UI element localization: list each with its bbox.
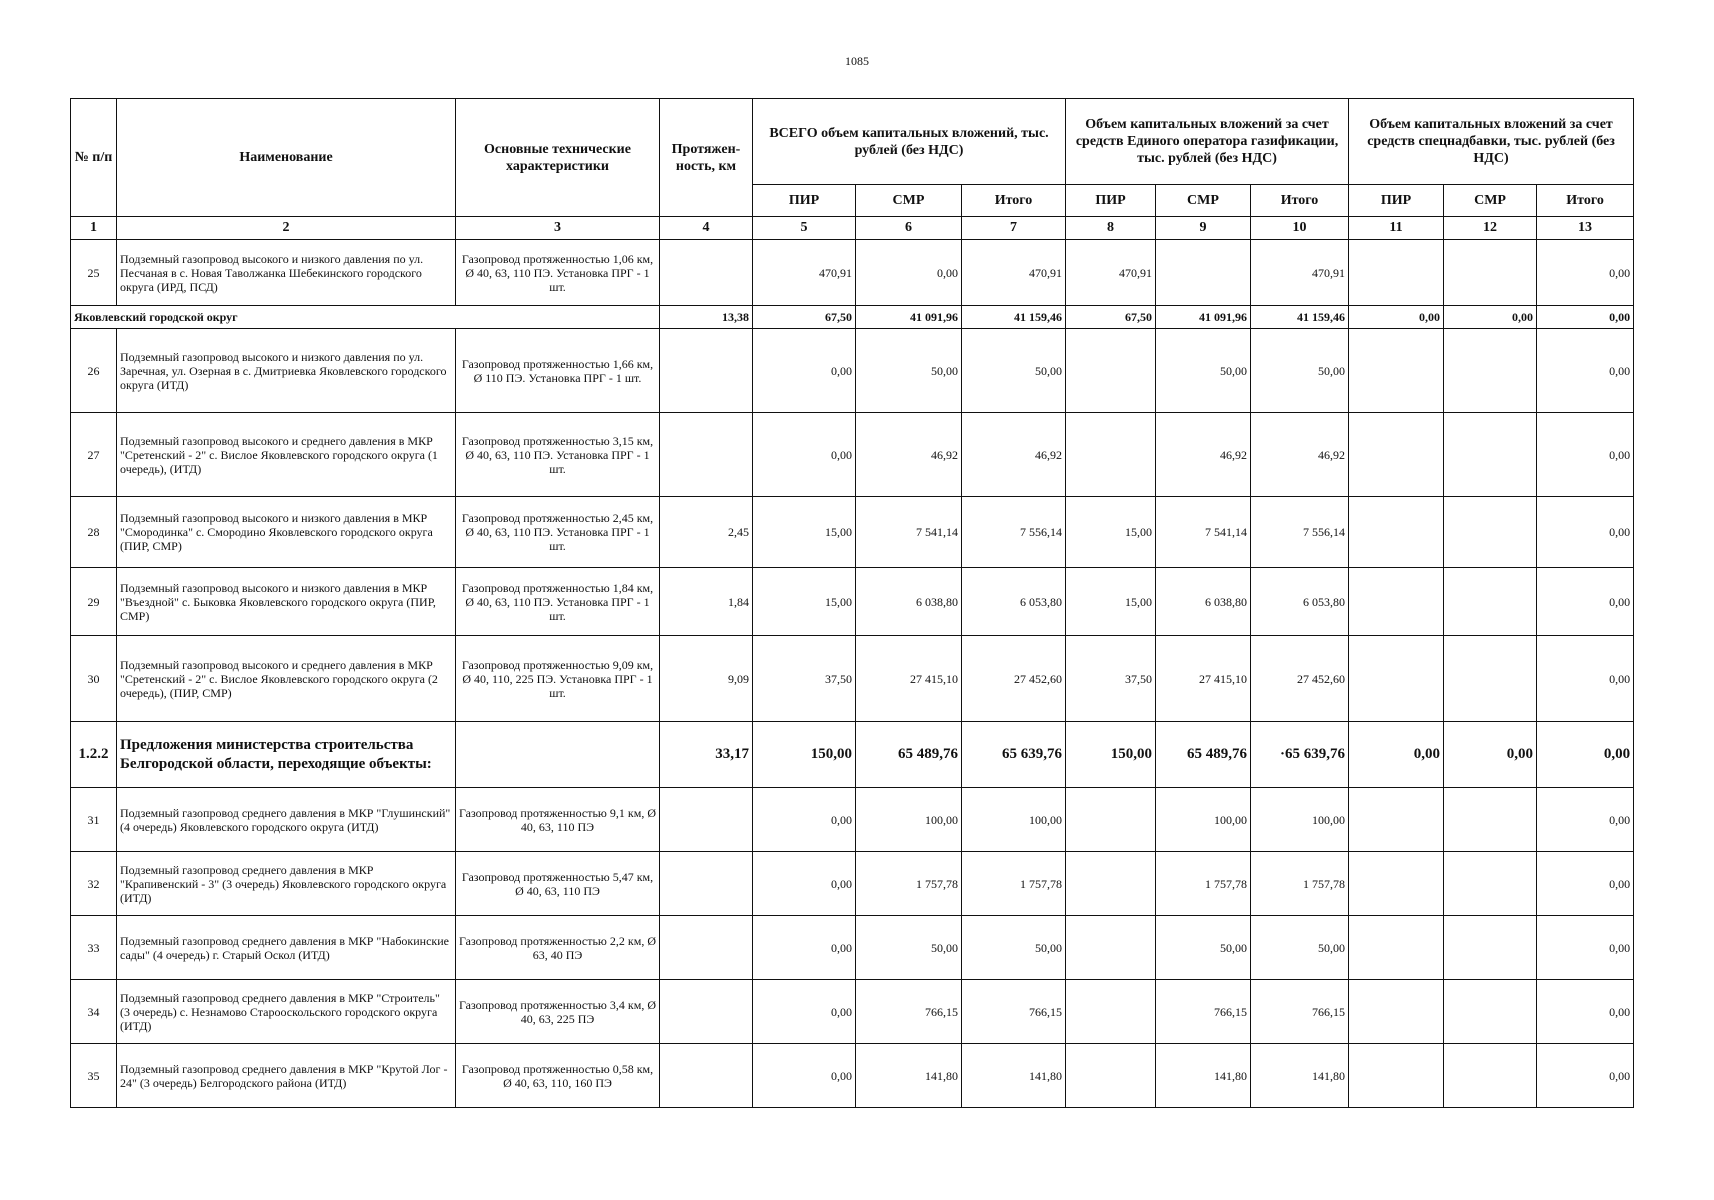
special-itogo: 0,00 [1537,568,1634,636]
operator-itogo: 6 053,80 [1251,568,1349,636]
column-index-row [71,217,1634,240]
special-itogo: 0,00 [1537,980,1634,1044]
length-km: 2,45 [660,497,753,568]
tech-spec: Газопровод протяженностью 3,15 км, Ø 40, 63, 110 ПЭ. Установка ПРГ - 1 шт. [456,413,660,497]
special-pir: 0,00 [1349,306,1444,329]
row-number: 25 [71,240,117,306]
row-number: 30 [71,636,117,722]
operator-itogo: 50,00 [1251,916,1349,980]
table-row [71,1044,1634,1108]
header-special-itogo: Итого [1537,185,1634,217]
row-number: 28 [71,497,117,568]
tech-spec: Газопровод протяженностью 0,58 км, Ø 40, 63, 110, 160 ПЭ [456,1044,660,1108]
operator-pir: 37,50 [1066,636,1156,722]
total-itogo: 41 159,46 [962,306,1066,329]
special-pir: 0,00 [1349,722,1444,788]
table-row [71,636,1634,722]
object-name: Подземный газопровод высокого и низкого давления в МКР "Въездной" с. Быковка Яковлевского городского округа (ПИР, СМР) [117,568,456,636]
object-name: Подземный газопровод высокого и низкого давления по ул. Песчаная в с. Новая Таволжанка Шебекинского городского округа (ИРД, ПСД) [117,240,456,306]
special-pir [1349,852,1444,916]
column-index: 10 [1251,217,1349,240]
operator-smr: 50,00 [1156,916,1251,980]
operator-pir [1066,413,1156,497]
special-pir [1349,788,1444,852]
total-smr: 141,80 [856,1044,962,1108]
special-smr [1444,1044,1537,1108]
table-row [71,329,1634,413]
tech-spec: Газопровод протяженностью 3,4 км, Ø 40, 63, 225 ПЭ [456,980,660,1044]
total-pir: 0,00 [753,852,856,916]
operator-pir: 150,00 [1066,722,1156,788]
special-itogo: 0,00 [1537,636,1634,722]
total-smr: 65 489,76 [856,722,962,788]
operator-smr: 46,92 [1156,413,1251,497]
length-km: 13,38 [660,306,753,329]
header-operator-itogo: Итого [1251,185,1349,217]
special-pir [1349,980,1444,1044]
operator-pir [1066,980,1156,1044]
total-itogo: 65 639,76 [962,722,1066,788]
total-smr: 7 541,14 [856,497,962,568]
column-index: 6 [856,217,962,240]
table-row [71,568,1634,636]
operator-itogo: 100,00 [1251,788,1349,852]
total-pir: 15,00 [753,568,856,636]
section-number: 1.2.2 [71,722,117,788]
total-pir: 0,00 [753,980,856,1044]
operator-smr: 141,80 [1156,1044,1251,1108]
special-smr [1444,636,1537,722]
operator-itogo: 27 452,60 [1251,636,1349,722]
total-itogo: 141,80 [962,1044,1066,1108]
operator-smr: 6 038,80 [1156,568,1251,636]
table-row [71,852,1634,916]
object-name: Подземный газопровод среднего давления в МКР "Глушинский" (4 очередь) Яковлевского городского округа (ИТД) [117,788,456,852]
special-pir [1349,240,1444,306]
length-km [660,916,753,980]
special-pir [1349,916,1444,980]
total-smr: 100,00 [856,788,962,852]
table-row [71,788,1634,852]
header-group-special: Объем капитальных вложений за счет средств спецнадбавки, тыс. рублей (без НДС) [1349,99,1634,185]
header-operator-smr: СМР [1156,185,1251,217]
special-pir [1349,497,1444,568]
special-smr [1444,329,1537,413]
table-row [71,240,1634,306]
object-name: Подземный газопровод среднего давления в МКР "Крапивенский - 3" (3 очередь) Яковлевского городского округа (ИТД) [117,852,456,916]
operator-pir [1066,852,1156,916]
total-smr: 27 415,10 [856,636,962,722]
special-itogo: 0,00 [1537,852,1634,916]
total-itogo: 50,00 [962,329,1066,413]
operator-smr: 100,00 [1156,788,1251,852]
special-itogo: 0,00 [1537,788,1634,852]
total-itogo: 50,00 [962,916,1066,980]
special-itogo: 0,00 [1537,329,1634,413]
special-pir [1349,413,1444,497]
column-index: 1 [71,217,117,240]
special-smr [1444,852,1537,916]
total-itogo: 46,92 [962,413,1066,497]
special-smr [1444,497,1537,568]
total-itogo: 766,15 [962,980,1066,1044]
length-km [660,329,753,413]
table-row [71,497,1634,568]
row-number: 32 [71,852,117,916]
operator-pir: 67,50 [1066,306,1156,329]
operator-itogo: 50,00 [1251,329,1349,413]
row-number: 35 [71,1044,117,1108]
operator-itogo: 141,80 [1251,1044,1349,1108]
length-km: 9,09 [660,636,753,722]
row-number: 26 [71,329,117,413]
length-km [660,788,753,852]
object-name: Подземный газопровод среднего давления в МКР "Строитель" (3 очередь) с. Незнамово Старооскольского городского округа (ИТД) [117,980,456,1044]
special-itogo: 0,00 [1537,240,1634,306]
section-title: Предложения министерства строительства Белгородской области, переходящие объекты: [117,722,456,788]
table-row [71,413,1634,497]
operator-smr: 1 757,78 [1156,852,1251,916]
special-pir [1349,329,1444,413]
tech-spec [456,722,660,788]
header-special-pir: ПИР [1349,185,1444,217]
total-smr: 1 757,78 [856,852,962,916]
special-smr [1444,916,1537,980]
total-pir: 150,00 [753,722,856,788]
special-smr [1444,568,1537,636]
total-smr: 0,00 [856,240,962,306]
column-index: 9 [1156,217,1251,240]
length-km [660,413,753,497]
total-pir: 0,00 [753,413,856,497]
operator-pir [1066,329,1156,413]
header-special-smr: СМР [1444,185,1537,217]
object-name: Подземный газопровод высокого и среднего давления в МКР "Сретенский - 2" с. Вислое Яковлевского городского округа (2 очередь), (ПИР, СМР) [117,636,456,722]
column-index: 11 [1349,217,1444,240]
total-pir: 15,00 [753,497,856,568]
special-smr: 0,00 [1444,306,1537,329]
tech-spec: Газопровод протяженностью 9,09 км, Ø 40, 110, 225 ПЭ. Установка ПРГ - 1 шт. [456,636,660,722]
special-smr [1444,788,1537,852]
column-index: 4 [660,217,753,240]
header-total-itogo: Итого [962,185,1066,217]
total-smr: 6 038,80 [856,568,962,636]
column-index: 3 [456,217,660,240]
table-row [71,916,1634,980]
total-smr: 50,00 [856,329,962,413]
header-length: Протяжен-ность, км [660,99,753,217]
special-smr [1444,413,1537,497]
header-total-smr: СМР [856,185,962,217]
header-name: Наименование [117,99,456,217]
total-itogo: 6 053,80 [962,568,1066,636]
special-itogo: 0,00 [1537,306,1634,329]
operator-smr: 50,00 [1156,329,1251,413]
object-name: Подземный газопровод высокого и низкого давления по ул. Заречная, ул. Озерная в с. Дмитриевка Яковлевского городского округа (ИТД) [117,329,456,413]
special-itogo: 0,00 [1537,916,1634,980]
operator-itogo: 7 556,14 [1251,497,1349,568]
tech-spec: Газопровод протяженностью 1,66 км, Ø 110 ПЭ. Установка ПРГ - 1 шт. [456,329,660,413]
special-itogo: 0,00 [1537,497,1634,568]
object-name: Подземный газопровод высокого и низкого давления в МКР "Смородинка" с. Смородино Яковлевского городского округа (ПИР, СМР) [117,497,456,568]
object-name: Подземный газопровод среднего давления в МКР "Набокинские сады" (4 очередь) г. Старый Оскол (ИТД) [117,916,456,980]
operator-pir [1066,916,1156,980]
length-km [660,980,753,1044]
tech-spec: Газопровод протяженностью 9,1 км, Ø 40, 63, 110 ПЭ [456,788,660,852]
length-km: 1,84 [660,568,753,636]
tech-spec: Газопровод протяженностью 2,2 км, Ø 63, 40 ПЭ [456,916,660,980]
special-smr [1444,240,1537,306]
district-name: Яковлевский городской округ [71,306,660,329]
total-itogo: 7 556,14 [962,497,1066,568]
header-operator-pir: ПИР [1066,185,1156,217]
capital-investment-table [70,98,1634,1108]
header-tech: Основные технические характеристики [456,99,660,217]
length-km [660,240,753,306]
operator-itogo: 470,91 [1251,240,1349,306]
operator-itogo: 766,15 [1251,980,1349,1044]
special-pir [1349,636,1444,722]
operator-smr [1156,240,1251,306]
special-itogo: 0,00 [1537,722,1634,788]
tech-spec: Газопровод протяженностью 5,47 км, Ø 40, 63, 110 ПЭ [456,852,660,916]
operator-itogo: ·65 639,76 [1251,722,1349,788]
header-number: № п/п [71,99,117,217]
operator-pir: 470,91 [1066,240,1156,306]
total-smr: 46,92 [856,413,962,497]
operator-itogo: 1 757,78 [1251,852,1349,916]
total-pir: 67,50 [753,306,856,329]
row-number: 29 [71,568,117,636]
length-km: 33,17 [660,722,753,788]
tech-spec: Газопровод протяженностью 1,84 км, Ø 40, 63, 110 ПЭ. Установка ПРГ - 1 шт. [456,568,660,636]
total-pir: 0,00 [753,788,856,852]
object-name: Подземный газопровод высокого и среднего давления в МКР "Сретенский - 2" с. Вислое Яковлевского городского округа (1 очередь), (ИТД) [117,413,456,497]
total-smr: 50,00 [856,916,962,980]
total-smr: 41 091,96 [856,306,962,329]
special-itogo: 0,00 [1537,1044,1634,1108]
tech-spec: Газопровод протяженностью 2,45 км, Ø 40, 63, 110 ПЭ. Установка ПРГ - 1 шт. [456,497,660,568]
total-pir: 37,50 [753,636,856,722]
tech-spec: Газопровод протяженностью 1,06 км, Ø 40, 63, 110 ПЭ. Установка ПРГ - 1 шт. [456,240,660,306]
special-smr [1444,980,1537,1044]
header-total-pir: ПИР [753,185,856,217]
section-row [71,722,1634,788]
operator-smr: 65 489,76 [1156,722,1251,788]
operator-pir: 15,00 [1066,568,1156,636]
operator-pir [1066,788,1156,852]
operator-itogo: 46,92 [1251,413,1349,497]
column-index: 12 [1444,217,1537,240]
row-number: 34 [71,980,117,1044]
total-pir: 0,00 [753,329,856,413]
total-itogo: 1 757,78 [962,852,1066,916]
row-number: 31 [71,788,117,852]
operator-smr: 27 415,10 [1156,636,1251,722]
operator-itogo: 41 159,46 [1251,306,1349,329]
header-group-operator: Объем капитальных вложений за счет средств Единого оператора газификации, тыс. рублей (без НДС) [1066,99,1349,185]
operator-pir [1066,1044,1156,1108]
special-itogo: 0,00 [1537,413,1634,497]
row-number: 33 [71,916,117,980]
column-index: 8 [1066,217,1156,240]
operator-smr: 41 091,96 [1156,306,1251,329]
column-index: 7 [962,217,1066,240]
total-smr: 766,15 [856,980,962,1044]
district-subtotal-row [71,306,1634,329]
column-index: 5 [753,217,856,240]
header-group-total: ВСЕГО объем капитальных вложений, тыс. рублей (без НДС) [753,99,1066,185]
page-number: 1085 [845,54,869,68]
operator-pir: 15,00 [1066,497,1156,568]
length-km [660,852,753,916]
table-row [71,980,1634,1044]
total-pir: 470,91 [753,240,856,306]
total-pir: 0,00 [753,916,856,980]
row-number: 27 [71,413,117,497]
special-smr: 0,00 [1444,722,1537,788]
total-pir: 0,00 [753,1044,856,1108]
object-name: Подземный газопровод среднего давления в МКР "Крутой Лог - 24" (3 очередь) Белгородского района (ИТД) [117,1044,456,1108]
operator-smr: 766,15 [1156,980,1251,1044]
operator-smr: 7 541,14 [1156,497,1251,568]
total-itogo: 470,91 [962,240,1066,306]
total-itogo: 100,00 [962,788,1066,852]
special-pir [1349,1044,1444,1108]
length-km [660,1044,753,1108]
special-pir [1349,568,1444,636]
column-index: 2 [117,217,456,240]
column-index: 13 [1537,217,1634,240]
total-itogo: 27 452,60 [962,636,1066,722]
